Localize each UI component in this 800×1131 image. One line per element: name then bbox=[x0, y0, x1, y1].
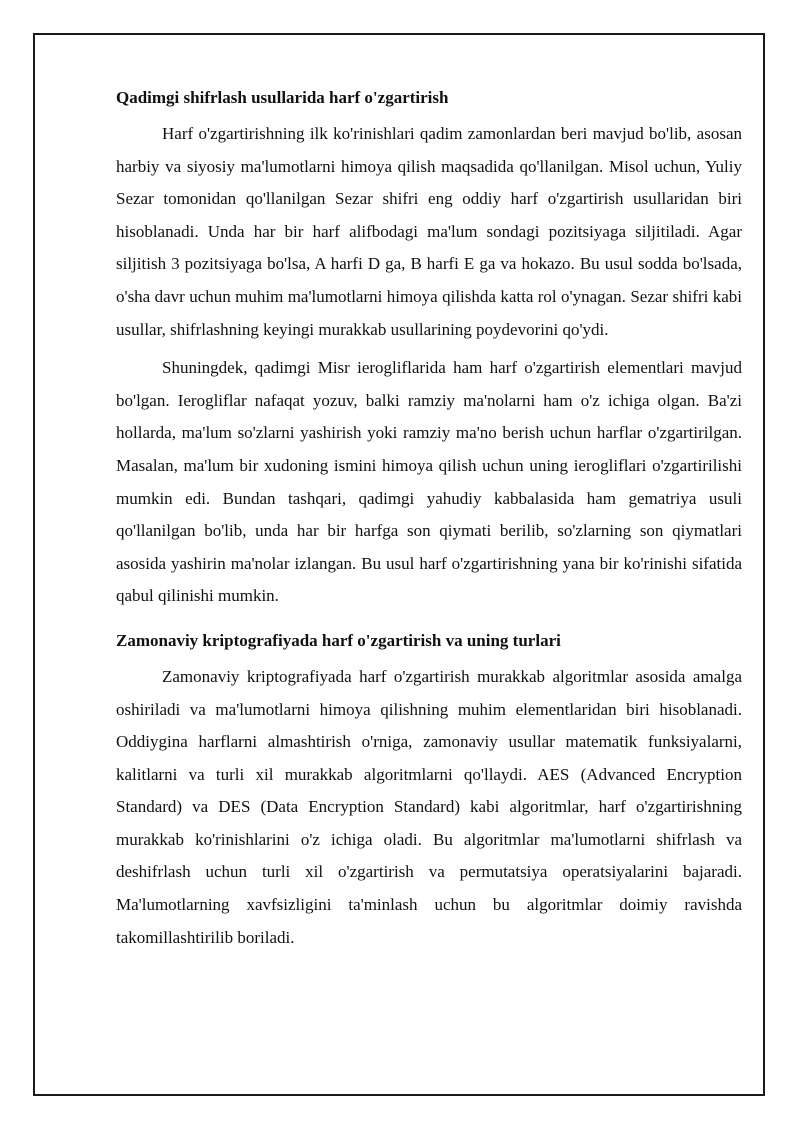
section-heading-modern: Zamonaviy kriptografiyada harf o'zgartirish va uning turlari bbox=[116, 630, 561, 650]
section-spacer bbox=[116, 619, 742, 629]
document-body bbox=[116, 86, 742, 960]
paragraph-caesar-cipher: Harf o'zgartirishning ilk ko'rinishlari qadim zamonlardan beri mavjud bo'lib, asosan harbiy va siyosiy ma'lumotlarni himoya qilish maqsadida qo'llanilgan. Misol uchun, Yuliy Sezar tomonidan qo'llanilgan Sezar shifri eng oddiy harf o'zgartirish usullaridan biri hisoblanadi. Unda har bir harf alifbodagi ma'lum sondagi pozitsiyaga siljitiladi. Agar siljitish 3 pozitsiyaga bo'lsa, A harfi D ga, B harfi E ga va hokazo. Bu usul sodda bo'lsada, o'sha davr uchun muhim ma'lumotlarni himoya qilishda katta rol o'ynagan. Sezar shifri kabi usullar, shifrlashning keyingi murakkab usullarining poydevorini qo'ydi. bbox=[116, 124, 742, 339]
paragraph-egyptian-hieroglyphs: Shuningdek, qadimgi Misr ierogliflarida ham harf o'zgartirish elementlari mavjud bo'lgan. Ierogliflar nafaqat yozuv, balki ramziy ma'nolarni ham o'z ichiga olgan. Ba'zi hollarda, ma'lum so'zlarni yashirish yoki ramziy ma'no berish uchun harflar o'zgartirilgan. Masalan, ma'lum bir xudoning ismini himoya qilish uchun uning ierogliflari o'zgartirilishi mumkin edi. Bundan tashqari, qadimgi yahudiy kabbalasida ham gematriya usuli qo'llanilgan bo'lib, unda har bir harfga son qiymati berilib, so'zlarning son qiymatlari asosida yashirin ma'nolar izlangan. Bu usul harf o'zgartirishning yana bir ko'rinishi sifatida qabul qilinishi mumkin. bbox=[116, 358, 742, 606]
section-heading-ancient: Qadimgi shifrlash usullarida harf o'zgartirish bbox=[116, 88, 449, 107]
paragraph-modern-cryptography: Zamonaviy kriptografiyada harf o'zgartirish murakkab algoritmlar asosida amalga oshiriladi va ma'lumotlarni himoya qilishning muhim elementlaridan biri hisoblanadi. Oddiygina harflarni almashtirish o'rniga, zamonaviy usullar matematik funksiyalarni, kalitlarni va turli xil murakkab algoritmlarni qo'llaydi. AES (Advanced Encryption Standard) va DES (Data Encryption Standard) kabi algoritmlar, harf o'zgartirishning murakkab ko'rinishlarini o'z ichiga oladi. Bu algoritmlar ma'lumotlarni shifrlash va deshifrlash uchun turli xil o'zgartirish va permutatsiya operatsiyalarini bajaradi. Ma'lumotlarning xavfsizligini ta'minlash uchun bu algoritmlar doimiy ravishda takomillashtirilib boriladi. bbox=[116, 666, 742, 947]
